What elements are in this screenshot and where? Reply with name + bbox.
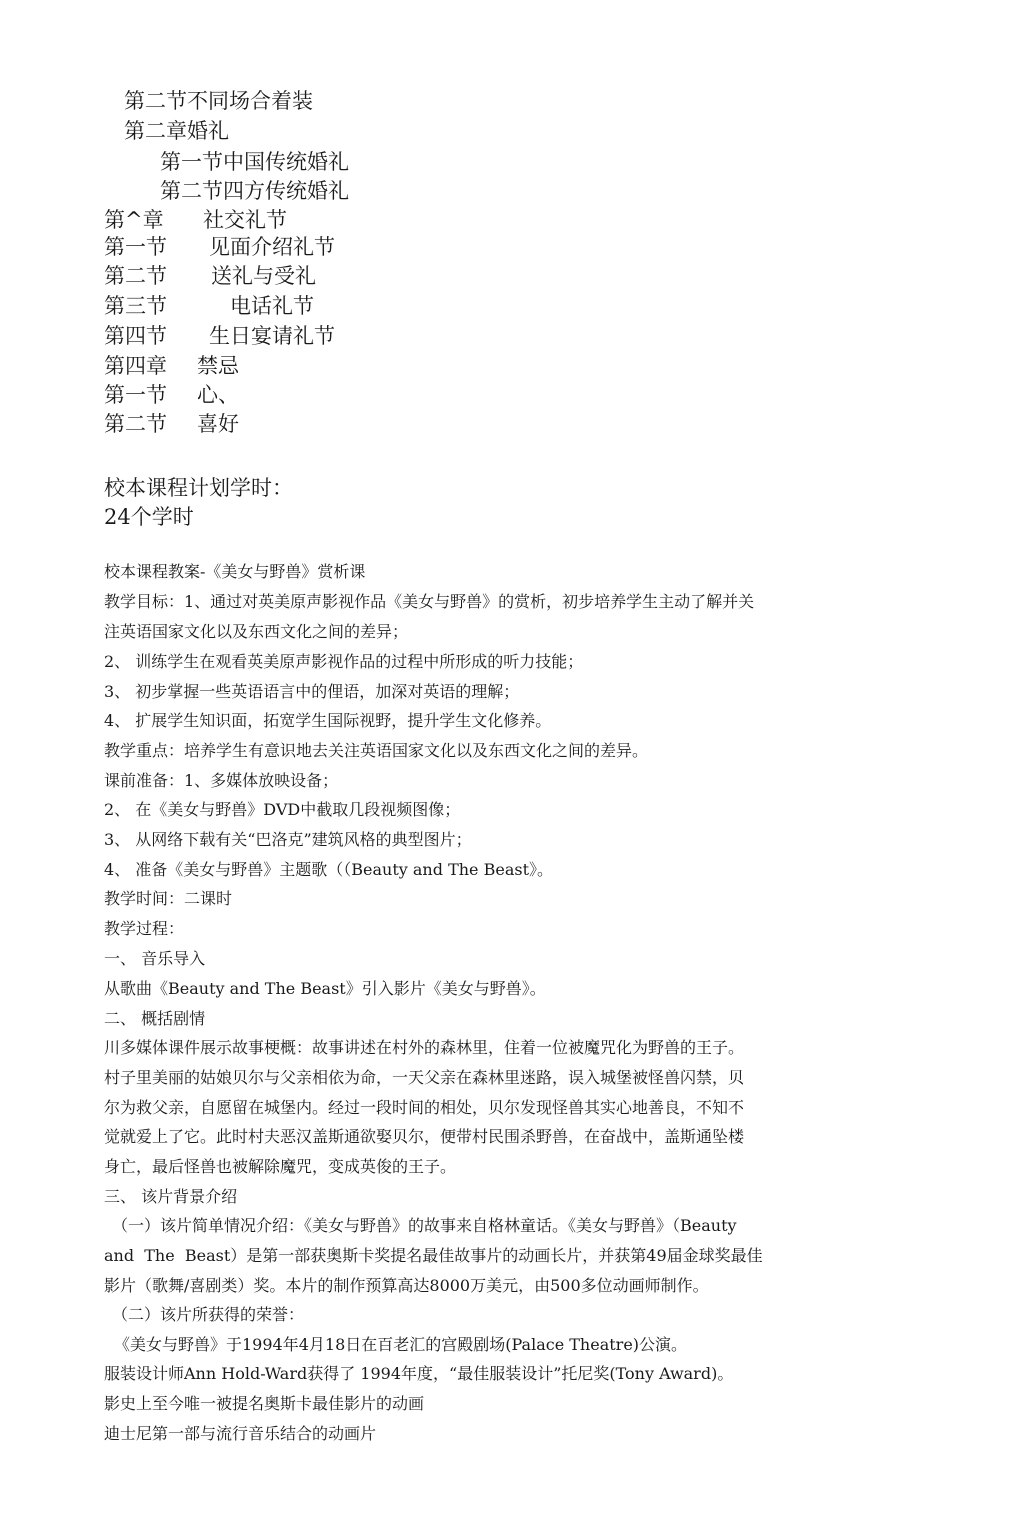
outline-number: 第一节 — [104, 383, 167, 407]
outline-title: 心、 — [197, 383, 239, 407]
lesson-title: 校本课程教案-《美女与野兽》赏析课 — [104, 562, 366, 581]
outline-line: 第二节不同场合着装 — [124, 89, 313, 113]
lesson-line: and The Beast）是第一部获奥斯卡奖提名最佳故事片的动画长片，并获第49届金球奖最佳 — [104, 1246, 763, 1265]
lesson-line: 一、 音乐导入 — [104, 949, 206, 968]
lesson-line: 村子里美丽的姑娘贝尔与父亲相依为命，一天父亲在森林里迷路，误入城堡被怪兽闪禁，贝 — [104, 1068, 745, 1087]
lesson-line: 教学过程： — [104, 919, 185, 938]
lesson-line: 注英语国家文化以及东西文化之间的差异； — [104, 622, 409, 641]
lesson-line: （一）该片简单情况介绍：《美女与野兽》的故事来自格林童话。《美女与野兽》（Beauty — [112, 1216, 737, 1235]
outline-title: 见面介绍礼节 — [209, 235, 335, 259]
lesson-line: 服装设计师Ann Hold-Ward获得了 1994年度，“最佳服装设计”托尼奖(Tony Award)。 — [104, 1364, 734, 1383]
lesson-line: 迪士尼第一部与流行音乐结合的动画片 — [104, 1424, 377, 1443]
outline-number: 第四章 — [104, 354, 167, 378]
outline-title: 电话礼节 — [230, 294, 314, 318]
outline-number: 第二节 — [104, 412, 167, 436]
outline-title: 生日宴请礼节 — [209, 324, 335, 348]
lesson-line: （二）该片所获得的荣誉： — [112, 1305, 305, 1324]
outline-number: 第四节 — [104, 324, 167, 348]
lesson-line: 影史上至今唯一被提名奥斯卡最佳影片的动画 — [104, 1394, 425, 1413]
lesson-line: 川多媒体课件展示故事梗概：故事讲述在村外的森林里，住着一位被魔咒化为野兽的王子。 — [104, 1038, 745, 1057]
outline-title: 送礼与受礼 — [211, 264, 316, 288]
outline-line: 第一节中国传统婚礼 — [160, 150, 349, 174]
lesson-line: 4、 扩展学生知识面，拓宽学生国际视野，提升学生文化修养。 — [104, 711, 552, 730]
outline-title: 禁忌 — [197, 354, 239, 378]
lesson-line: 《美女与野兽》于1994年4月18日在百老汇的宫殿剧场(Palace Theatre)公演。 — [114, 1335, 688, 1354]
lesson-line: 三、 该片背景介绍 — [104, 1187, 238, 1206]
lesson-line: 从歌曲《Beauty and The Beast》引入影片《美女与野兽》。 — [104, 979, 546, 998]
lesson-line: 3、 初步掌握一些英语语言中的俚语，加深对英语的理解； — [104, 682, 520, 701]
lesson-line: 尔为救父亲，自愿留在城堡内。经过一段时间的相处，贝尔发现怪兽其实心地善良，不知不 — [104, 1098, 745, 1117]
lesson-line: 课前准备：1、多媒体放映设备； — [104, 771, 339, 790]
lesson-line: 3、 从网络下载有关“巴洛克”建筑风格的典型图片； — [104, 830, 472, 849]
lesson-line: 教学时间：二课时 — [104, 889, 233, 908]
lesson-line: 觉就爱上了它。此时村夫恶汉盖斯通欲娶贝尔，便带村民围杀野兽，在奋战中，盖斯通坠楼 — [104, 1127, 745, 1146]
outline-title: 喜好 — [197, 412, 239, 436]
outline-number: 第二节 — [104, 264, 167, 288]
lesson-line: 4、 准备《美女与野兽》主题歌（（Beauty and The Beast》。 — [104, 860, 554, 879]
outline-number: 第一节 — [104, 235, 167, 259]
lesson-line: 二、 概括剧情 — [104, 1009, 206, 1028]
lesson-line: 2、 训练学生在观看英美原声影视作品的过程中所形成的听力技能； — [104, 652, 584, 671]
outline-number: 第^章 — [104, 208, 164, 232]
lesson-line: 影片（歌舞/喜剧类）奖。本片的制作预算高达8000万美元，由500多位动画师制作。 — [104, 1276, 709, 1295]
outline-title: 社交礼节 — [203, 208, 287, 232]
lesson-line: 教学目标：1、通过对英美原声影视作品《美女与野兽》的赏析，初步培养学生主动了解并关 — [104, 592, 755, 611]
hours-label: 校本课程计划学时： — [104, 476, 293, 500]
outline-line: 第二章婚礼 — [124, 119, 229, 143]
lesson-line: 教学重点：培养学生有意识地去关注英语国家文化以及东西文化之间的差异。 — [104, 741, 649, 760]
lesson-line: 2、 在《美女与野兽》DVD中截取几段视频图像； — [104, 800, 461, 819]
outline-number: 第三节 — [104, 294, 167, 318]
outline-line: 第二节四方传统婚礼 — [160, 179, 349, 203]
lesson-line: 身亡，最后怪兽也被解除魔咒，变成英俊的王子。 — [104, 1157, 457, 1176]
hours-value: 24个学时 — [104, 505, 194, 529]
